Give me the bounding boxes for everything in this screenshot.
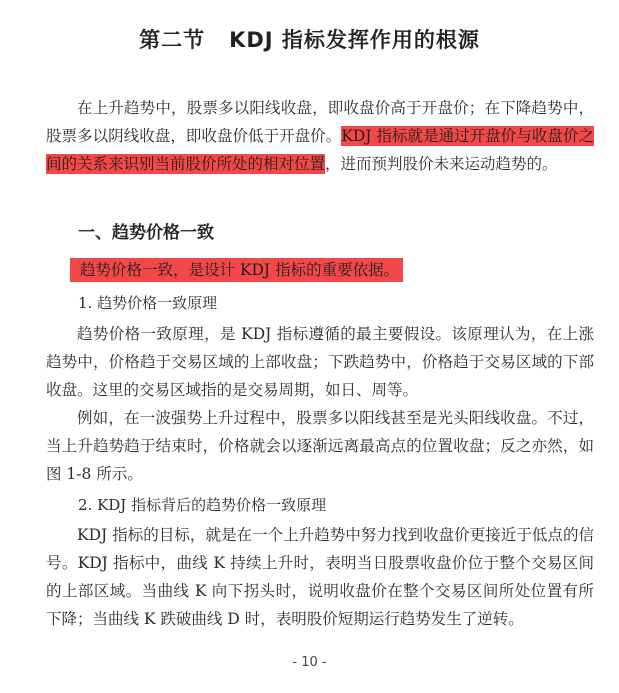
subheading-principle: 1. 趋势价格一致原理 [78, 294, 218, 312]
section-label: 第二节 [139, 28, 206, 52]
intro-text-after: ，进而预判股价未来运动趋势的。 [325, 155, 558, 173]
kdj-principle-paragraph: KDJ 指标的目标，就是在一个上升趋势中努力找到收盘价更接近于低点的信号。KDJ 指标中，曲线 K 持续上升时，表明当日股票收盘价位于整个交易区间的上部区域。当曲线 K 向下拐头时，说明收盘价在整个交易区间所处位置有所下降；当曲线 K 跌破曲线 D 时，表明股价短期运行趋势发生了逆转。 [46, 526, 594, 628]
section-title [0, 24, 619, 54]
principle-paragraph: 趋势价格一致原理，是 KDJ 指标遵循的最主要假设。该原理认为，在上涨趋势中，价格趋于交易区域的上部收盘；下跌趋势中，价格趋于交易区域的下部收盘。这里的交易区域指的是交易周期，如日、周等。 [46, 325, 594, 399]
intro-paragraph [46, 94, 594, 178]
page-number: - 10 - [292, 655, 327, 670]
heading-trend-price-consistency: 一、趋势价格一致 [78, 223, 214, 243]
section-title-text: KDJ 指标发挥作用的根源 [229, 28, 480, 52]
example-paragraph: 例如，在一波强势上升过程中，股票多以阳线甚至是光头阳线收盘。不过，当上升趋势趋于结束时，价格就会以逐渐远离最高点的位置收盘；反之亦然，如图 1-8 所示。 [46, 409, 594, 483]
subheading-kdj-principle: 2. KDJ 指标背后的趋势价格一致原理 [78, 496, 327, 514]
intro-text-before: 在上升趋势中，股票多以阳线收盘，即收盘价高于开盘价；在下降趋势中，股票多以阴线收盘，即收盘价低于开盘价。 [46, 99, 594, 145]
highlighted-key-sentence: 趋势价格一致，是设计 KDJ 指标的重要依据。 [70, 258, 403, 282]
intro-highlight: KDJ 指标就是通过开盘价与收盘价之间的关系来识别当前股价所处的相对位置 [46, 127, 594, 173]
